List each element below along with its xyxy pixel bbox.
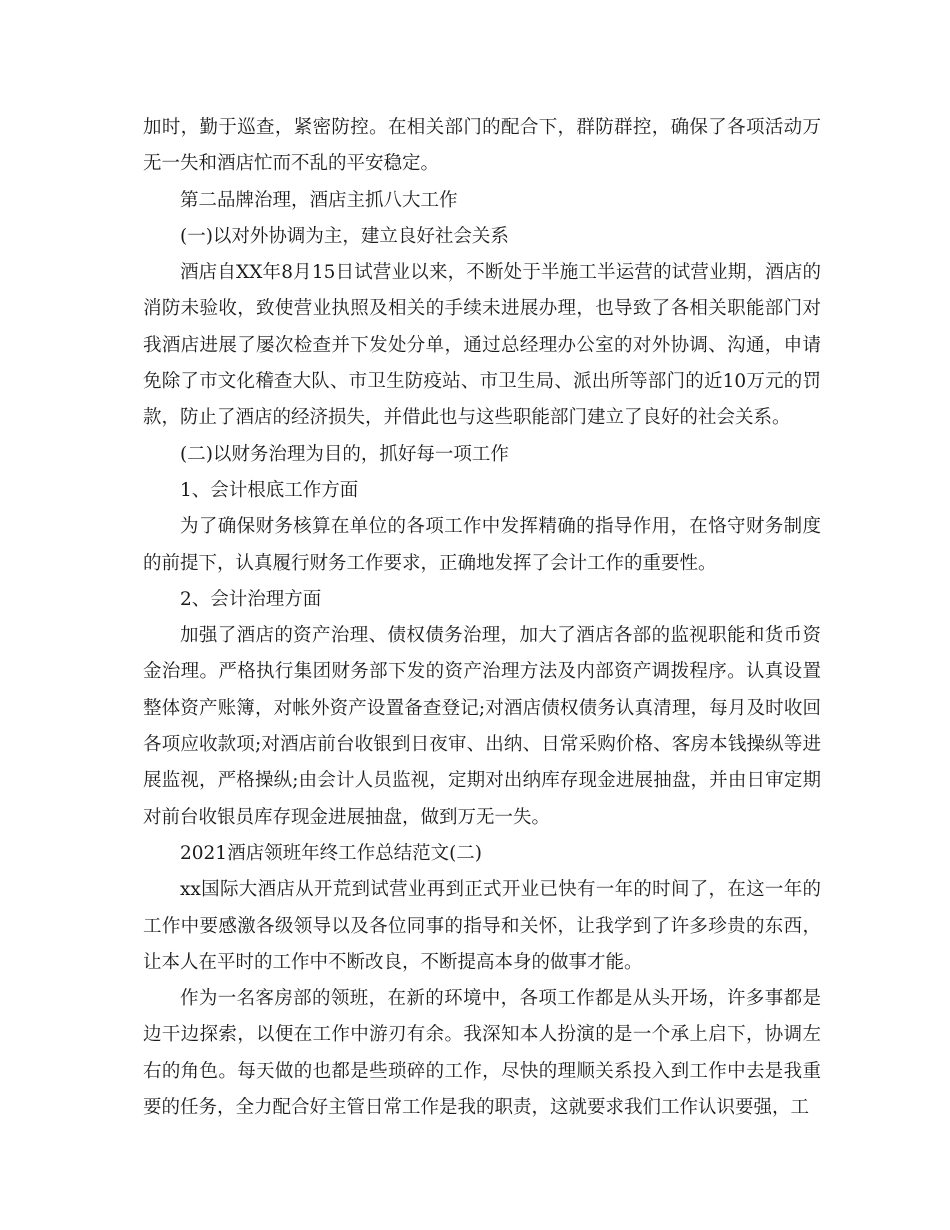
section-heading: 第二品牌治理，酒店主抓八大工作 <box>180 189 458 211</box>
subsection-heading: (一)以对外协调为主，建立良好社会关系 <box>180 225 509 247</box>
paragraph: 酒店自XX年8月15日试营业以来，不断处于半施工半运营的试营业期，酒店的消防未验收，致使营业执照及相关的手续未进展办理，也导致了各相关职能部门对我酒店进展了屡次检查并下发处分单，通过总经理办公室的对外协调、沟通，申请免除了市文化稽查大队、市卫生防疫站、市卫生局、派出所等部门的近10万元的罚款，防止了酒店的经济损失，并借此也与这些职能部门建立了良好的社会关系。 <box>143 262 821 429</box>
paragraph: 作为一名客房部的领班，在新的环境中，各项工作都是从头开场，许多事都是边干边探索，以便在工作中游刃有余。我深知本人扮演的是一个承上启下，协调左右的角色。每天做的也都是些琐碎的工作，尽快的理顺关系投入到工作中去是我重要的任务，全力配合好主管日常工作是我的职责，这就要求我们工作认识要强，工 <box>143 988 821 1119</box>
subsection-heading: (二)以财务治理为目的，抓好每一项工作 <box>180 443 509 465</box>
document-body <box>143 110 821 1126</box>
paragraph: 加强了酒店的资产治理、债权债务治理，加大了酒店各部的监视职能和货币资金治理。严格执行集团财务部下发的资产治理方法及内部资产调拨程序。认真设置整体资产账簿，对帐外资产设置备查登记;对酒店债权债务认真清理，每月及时收回各项应收款项;对酒店前台收银到日夜审、出纳、日常采购价格、客房本钱操纵等进展监视，严格操纵;由会计人员监视，定期对出纳库存现金进展抽盘，并由日审定期对前台收银员库存现金进展抽盘，做到万无一失。 <box>143 625 821 828</box>
document-subtitle: 2021酒店领班年终工作总结范文(二) <box>180 842 483 864</box>
item-heading: 1、会计根底工作方面 <box>180 479 359 501</box>
item-heading: 2、会计治理方面 <box>180 588 322 610</box>
paragraph: 为了确保财务核算在单位的各项工作中发挥精确的指导作用，在恪守财务制度的前提下，认真履行财务工作要求，正确地发挥了会计工作的重要性。 <box>143 516 821 574</box>
paragraph: xx国际大酒店从开荒到试营业再到正式开业已快有一年的时间了，在这一年的工作中要感激各级领导以及各位同事的指导和关怀，让我学到了许多珍贵的东西，让本人在平时的工作中不断改良，不断提高本身的做事才能。 <box>143 879 821 973</box>
paragraph-continued: 加时，勤于巡查，紧密防控。在相关部门的配合下，群防群控，确保了各项活动万无一失和酒店忙而不乱的平安稳定。 <box>143 117 821 175</box>
